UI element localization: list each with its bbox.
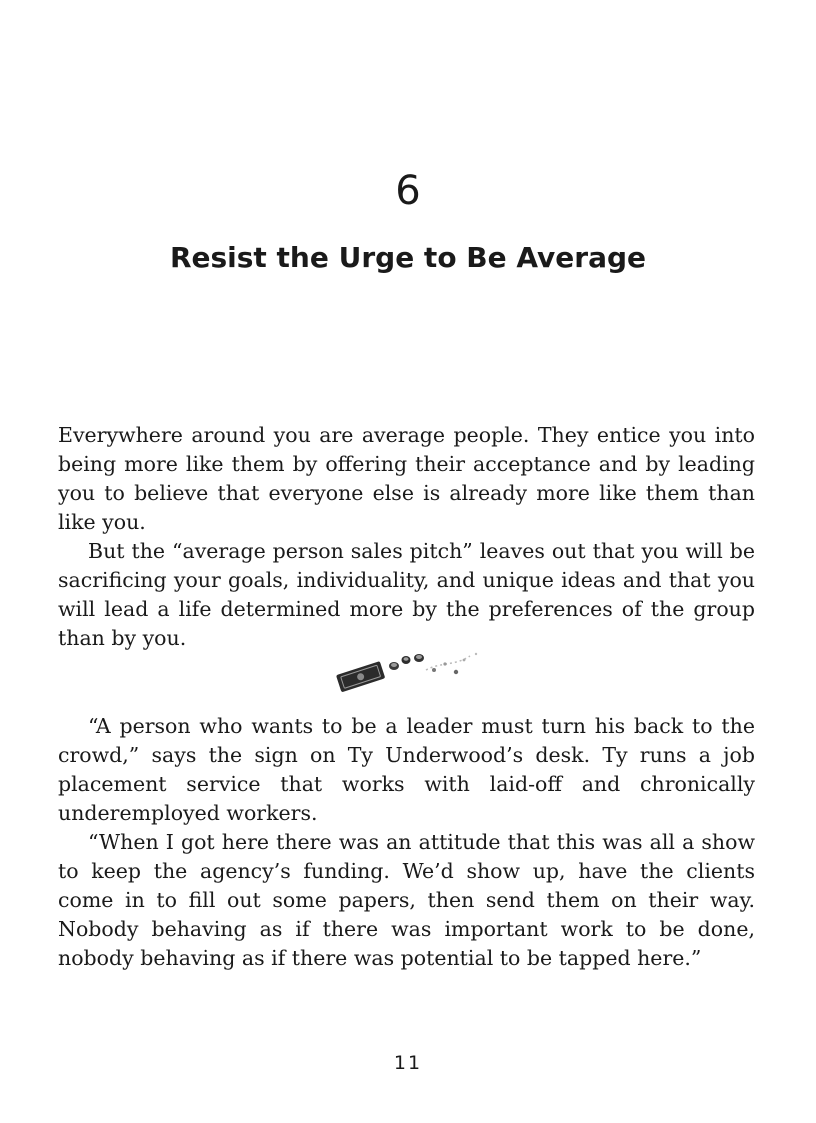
paragraph: “A person who wants to be a leader must turn his back to the crowd,” says the sign on Ty Underwood’s desk. Ty runs a job placement service that works with laid-off and chronically underemployed workers.: [58, 714, 755, 825]
paragraph: “When I got here there was an attitude that this was all a show to keep the agency’s funding. We’d show up, have the clients come in to fill out some papers, then send them on their way. Nobody behaving as if there was important work to be done, nobody behaving as if there was potential to be tapped here.”: [58, 830, 755, 970]
body-section-1: [58, 421, 755, 653]
chapter-title: Resist the Urge to Be Average: [169, 241, 647, 274]
paragraph: Everywhere around you are average people. They entice you into being more like them by offering their acceptance and by leading you to believe that everyone else is already more like them than like you.: [58, 423, 755, 534]
body-section-2: [58, 712, 755, 973]
page-number: 11: [393, 1052, 423, 1074]
chapter-number: 6: [395, 168, 421, 214]
paragraph: But the “average person sales pitch” leaves out that you will be sacrificing your goals, individuality, and unique ideas and that you will lead a life determined more by the preferences of the group than by you.: [58, 539, 755, 650]
money-and-coins-icon: [330, 640, 490, 696]
